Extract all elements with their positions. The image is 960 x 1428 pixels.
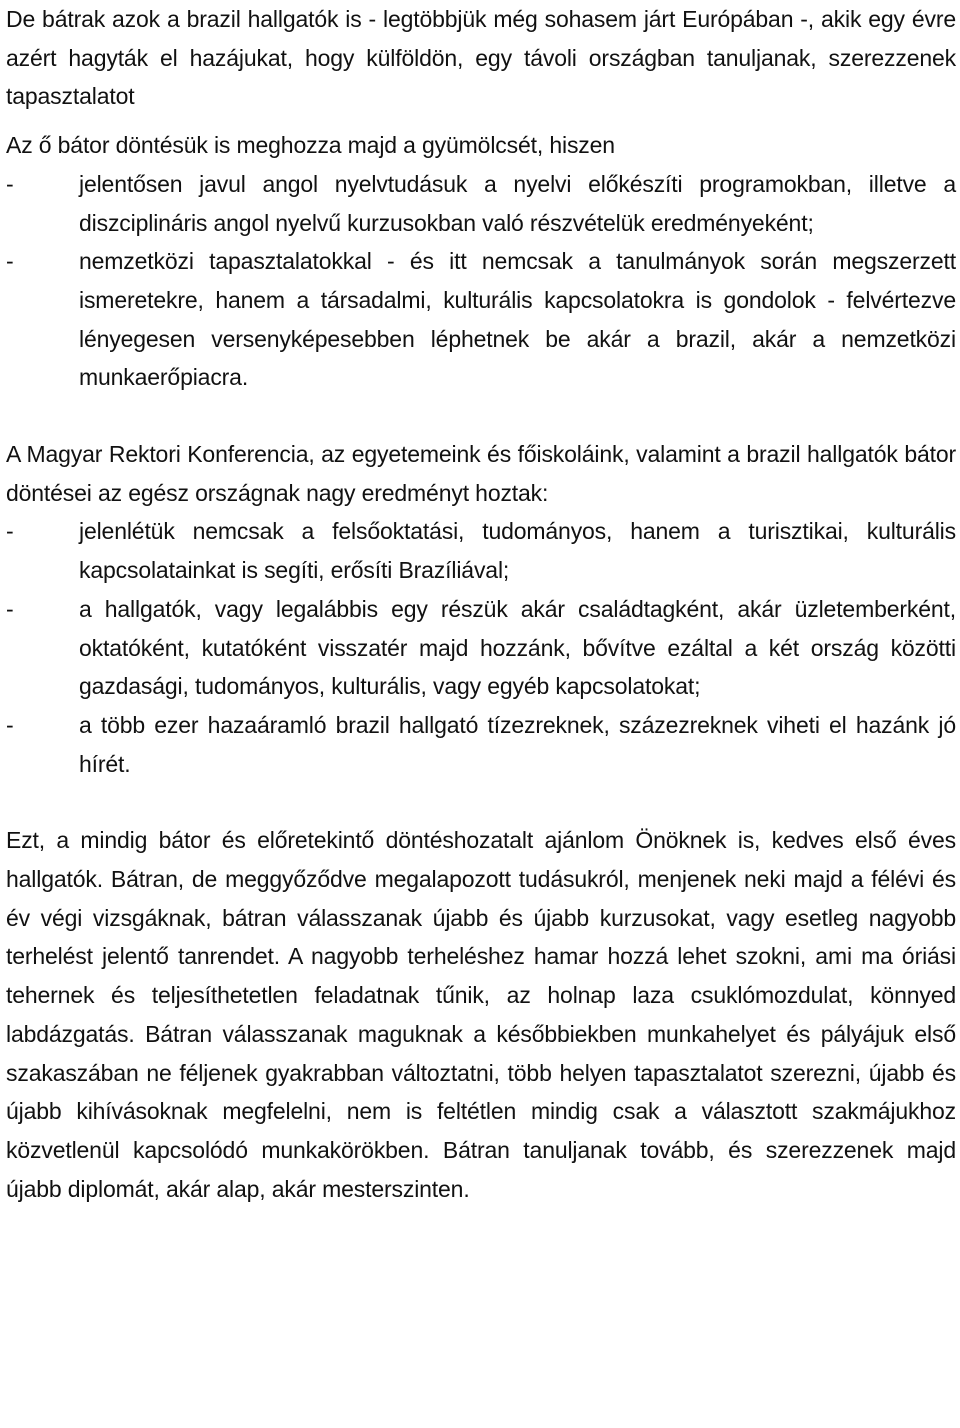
list-item-text: a több ezer hazaáramló brazil hallgató tízezreknek, százezreknek viheti el hazánk jó hírét.	[79, 711, 956, 777]
second-paragraph: A Magyar Rektori Konferencia, az egyetemeink és főiskoláink, valamint a brazil hallgatók bátor döntései az egész országnak nagy eredményt hoztak:	[6, 441, 956, 506]
spacer	[6, 116, 956, 126]
list-item-text: a hallgatók, vagy legalábbis egy részük akár családtagként, akár üzletemberként, oktatóként, kutatóként visszatér majd hozzánk, bővítve ezáltal a két ország közötti gazdasági, tudományos, kulturális, vagy egyéb kapcsolatokat;	[79, 595, 956, 700]
spacer	[6, 783, 956, 821]
list-item	[6, 706, 956, 783]
document-page	[6, 0, 956, 1208]
list-item	[6, 512, 956, 589]
list-item-text: nemzetközi tapasztalatokkal - és itt nemcsak a tanulmányok során megszerzett ismeretekre, hanem a társadalmi, kulturális kapcsolatokra is gondolok - felvértezve lényegesen versenyképesebben léphetnek be akár a brazil, akár a nemzetközi munkaerőpiacra.	[79, 248, 956, 391]
results-list	[6, 512, 956, 783]
list-dash: -	[6, 518, 14, 545]
list-item-text: jelentősen javul angol nyelvtudásuk a nyelvi előkészíti programokban, illetve a diszciplináris angol nyelvű kurzusokban való részvételük eredményeként;	[79, 170, 956, 236]
intro-paragraph: De bátrak azok a brazil hallgatók is - legtöbbjük még sohasem járt Európában -, akik egy évre azért hagyták el hazájukat, hogy külföldön, egy távoli országban tanuljanak, szerezzenek tapasztalatot	[6, 6, 956, 110]
lead-paragraph: Az ő bátor döntésük is meghozza majd a gyümölcsét, hiszen	[6, 132, 615, 159]
list-item-text: jelenlétük nemcsak a felsőoktatási, tudományos, hanem a turisztikai, kulturális kapcsolatainkat is segíti, erősíti Brazíliával;	[79, 518, 956, 584]
benefits-list	[6, 165, 956, 397]
list-item	[6, 165, 956, 242]
list-dash: -	[6, 711, 14, 738]
list-dash: -	[6, 170, 14, 197]
closing-paragraph: Ezt, a mindig bátor és előretekintő döntéshozatalt ajánlom Önöknek is, kedves első éves hallgatók. Bátran, de meggyőződve megalapozott tudásukról, menjenek neki majd a félévi és év végi vizsgáknak, bátran válasszanak újabb és újabb kurzusokat, vagy esetleg nagyobb terhelést jelentő tanrendet. A nagyobb terheléshez hamar hozzá lehet szokni, ami ma óriási tehernek és teljesíthetetlen feladatnak tűnik, az holnap laza csuklómozdulat, könnyed labdázgatás. Bátran válasszanak maguknak a későbbiekben munkahelyet és pályájuk első szakaszában ne féljenek gyakrabban változtatni, több helyen tapasztalatot szerezni, újabb és újabb kihívásoknak megfelelni, nem is feltétlen mindig csak a választott szakmájukhoz közvetlenül kapcsolódó munkakörökben. Bátran tanuljanak tovább, és szerezzenek majd újabb diplomát, akár alap, akár mesterszinten.	[6, 827, 956, 1202]
list-item	[6, 590, 956, 706]
list-item	[6, 242, 956, 397]
spacer	[6, 397, 956, 435]
list-dash: -	[6, 248, 14, 275]
list-dash: -	[6, 595, 14, 622]
